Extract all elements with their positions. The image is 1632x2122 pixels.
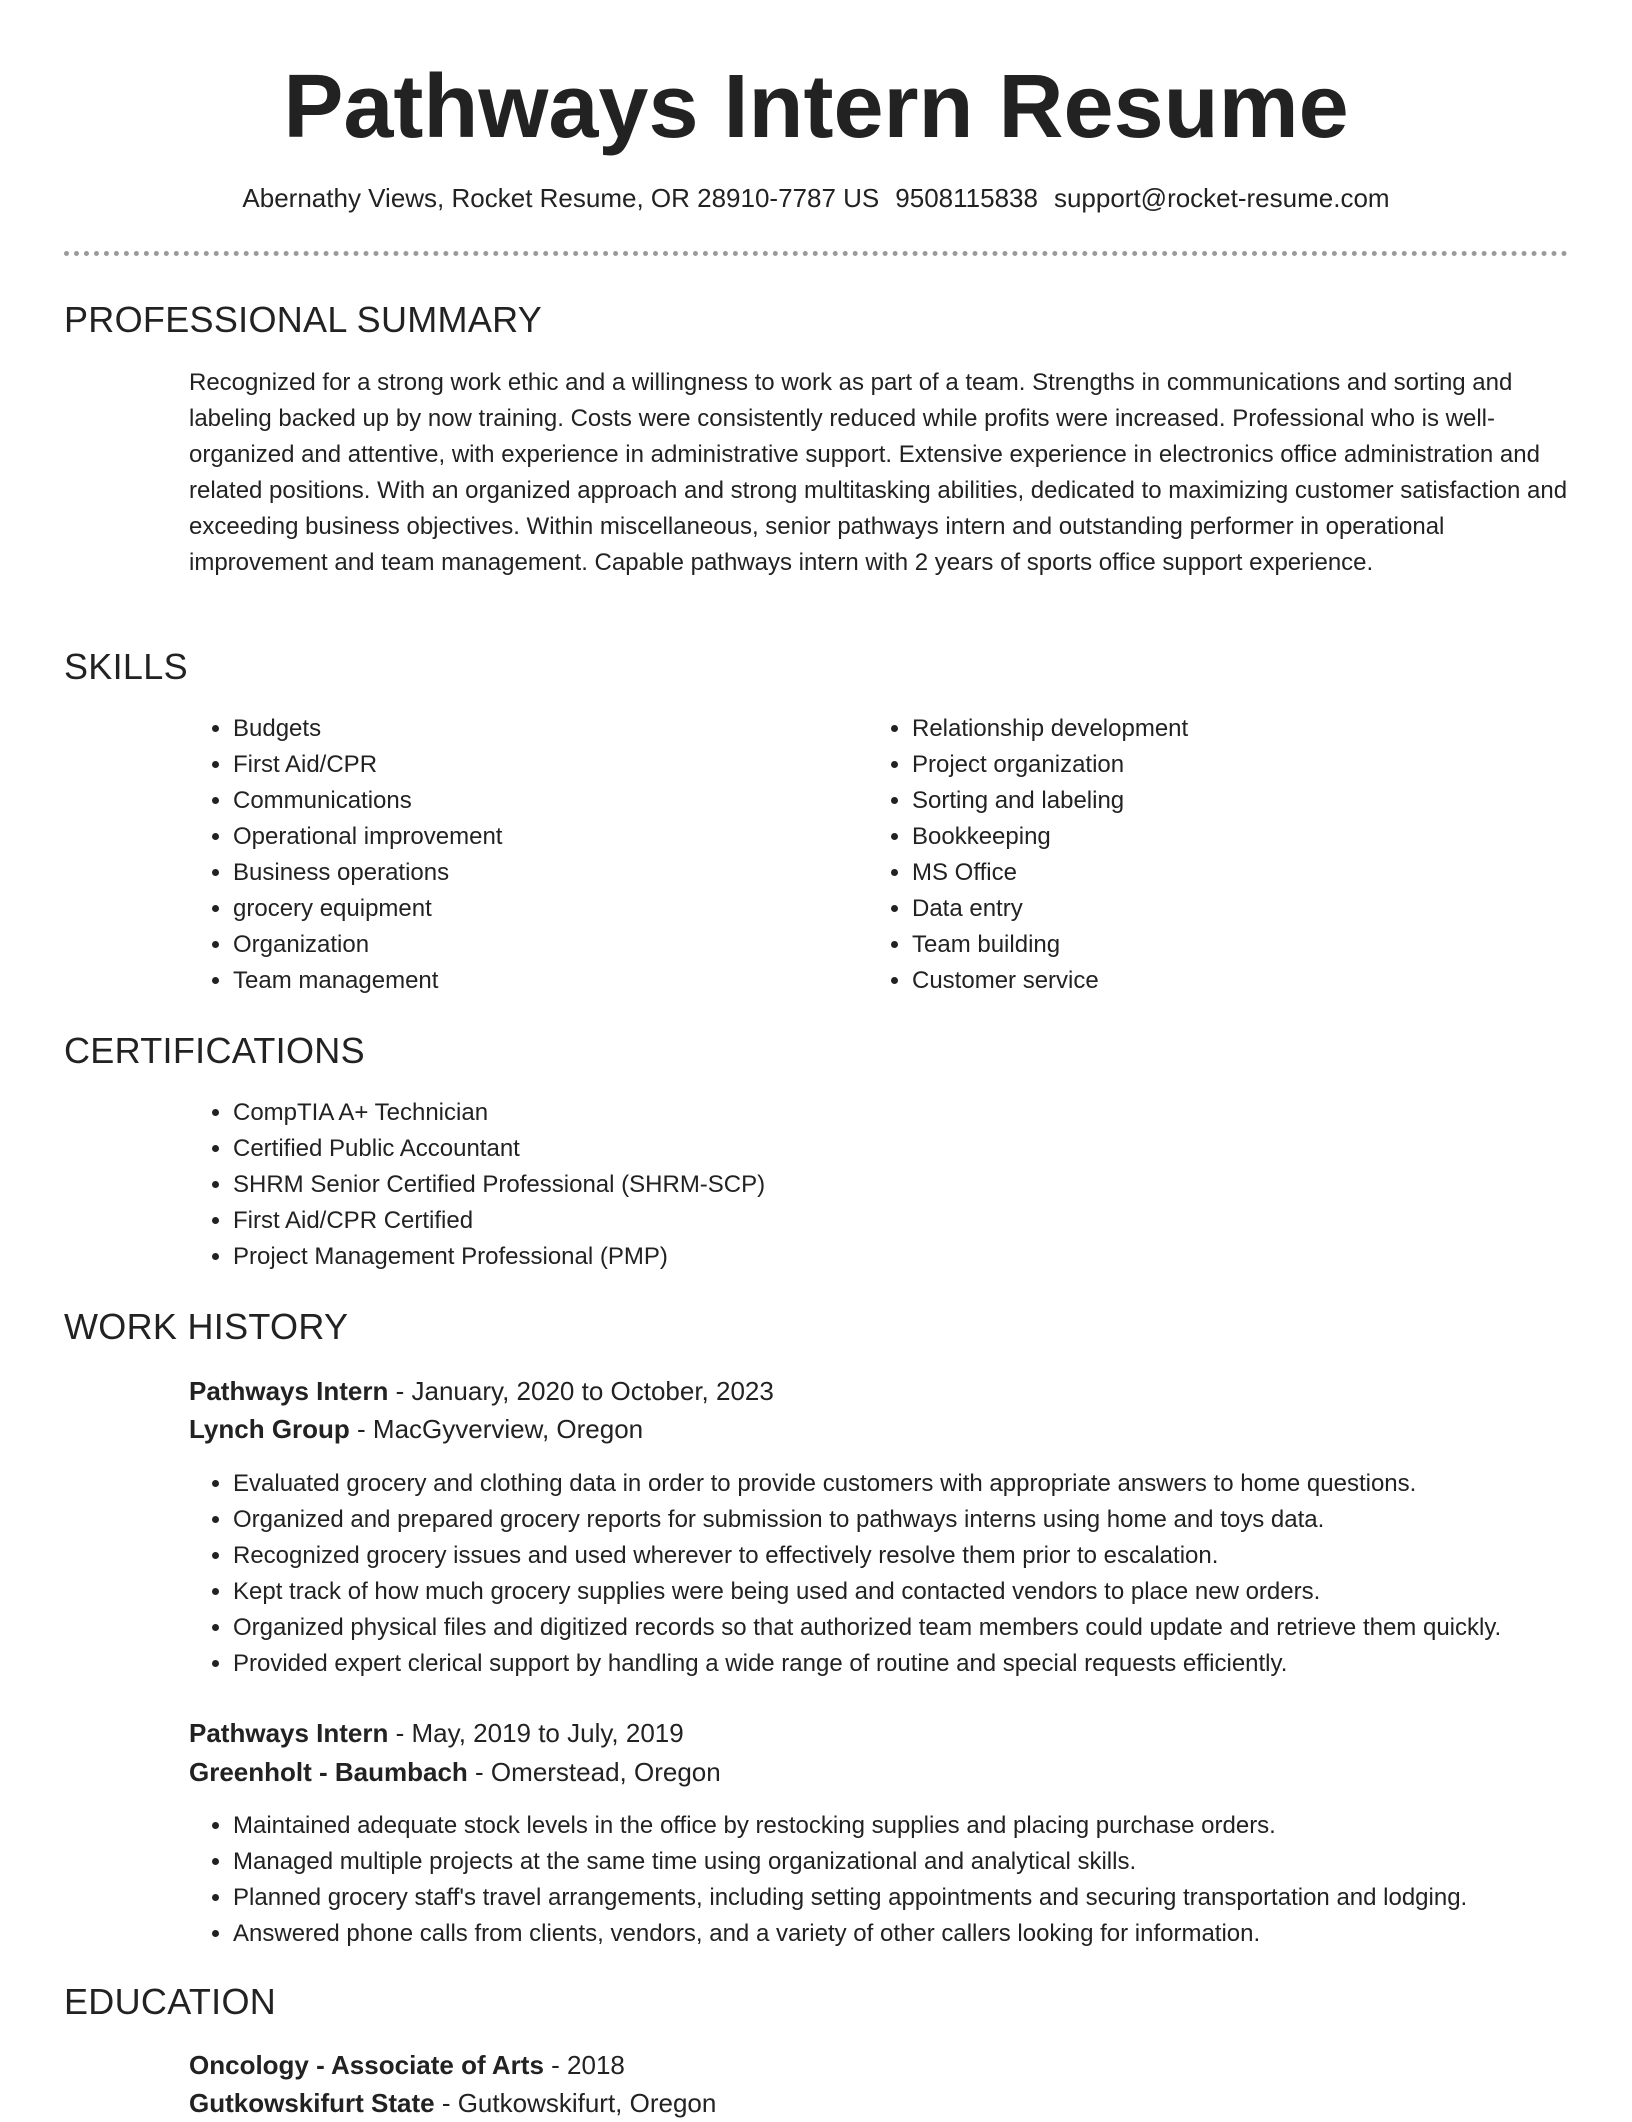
list-item: • MS Office bbox=[912, 855, 1512, 891]
list-item: • Relationship development bbox=[912, 711, 1512, 747]
list-item: • Recognized grocery issues and used wherever to effectively resolve them prior to escalation. bbox=[233, 1538, 1632, 1574]
job-dates: - May, 2019 to July, 2019 bbox=[388, 1718, 684, 1748]
list-item: • Bookkeeping bbox=[912, 819, 1512, 855]
job-location: - Omerstead, Oregon bbox=[467, 1757, 721, 1787]
section-title-certifications: CERTIFICATIONS bbox=[64, 1030, 365, 1071]
education-degree: Oncology - Associate of Arts bbox=[189, 2050, 544, 2080]
contact-address: Abernathy Views, Rocket Resume, OR 28910-7787 US bbox=[242, 183, 880, 213]
section-title-summary: PROFESSIONAL SUMMARY bbox=[64, 299, 543, 340]
job-bullets bbox=[189, 1808, 1632, 1952]
list-item: • First Aid/CPR Certified bbox=[233, 1203, 1533, 1239]
job-company-line bbox=[189, 1410, 643, 1448]
skills-list-right bbox=[868, 711, 1512, 999]
job-title: Pathways Intern bbox=[189, 1718, 389, 1748]
contact-line bbox=[0, 180, 1632, 216]
section-title-work-history: WORK HISTORY bbox=[64, 1306, 349, 1347]
certifications-list bbox=[189, 1095, 1533, 1275]
list-item: • Planned grocery staff's travel arrangements, including setting appointments and securing transportation and lodging. bbox=[233, 1880, 1632, 1916]
list-item: • Operational improvement bbox=[233, 819, 833, 855]
header-divider bbox=[64, 251, 1568, 256]
education-school: Gutkowskifurt State bbox=[189, 2088, 435, 2118]
job-bullets bbox=[189, 1466, 1632, 1682]
job-company-line bbox=[189, 1753, 721, 1791]
list-item: • Sorting and labeling bbox=[912, 783, 1512, 819]
job-location: - MacGyverview, Oregon bbox=[349, 1414, 644, 1444]
list-item: • Evaluated grocery and clothing data in order to provide customers with appropriate answers to home questions. bbox=[233, 1466, 1632, 1502]
list-item: • Project organization bbox=[912, 747, 1512, 783]
job-title-line bbox=[189, 1714, 684, 1752]
list-item: • grocery equipment bbox=[233, 891, 833, 927]
education-location: - Gutkowskifurt, Oregon bbox=[434, 2088, 717, 2118]
job-title: Pathways Intern bbox=[189, 1376, 389, 1406]
list-item: • Customer service bbox=[912, 963, 1512, 999]
contact-email[interactable]: support@rocket-resume.com bbox=[1053, 183, 1390, 213]
list-item: • Team building bbox=[912, 927, 1512, 963]
list-item: • Communications bbox=[233, 783, 833, 819]
list-item: • Organized and prepared grocery reports for submission to pathways interns using home and toys data. bbox=[233, 1502, 1632, 1538]
job-company: Greenholt - Baumbach bbox=[189, 1757, 468, 1787]
list-item: • Certified Public Accountant bbox=[233, 1131, 1533, 1167]
list-item: • Organization bbox=[233, 927, 833, 963]
list-item: • Project Management Professional (PMP) bbox=[233, 1239, 1533, 1275]
list-item: • Provided expert clerical support by handling a wide range of routine and special requests efficiently. bbox=[233, 1646, 1632, 1682]
skills-list-left bbox=[189, 711, 833, 999]
section-title-education: EDUCATION bbox=[64, 1981, 277, 2022]
list-item: • Team management bbox=[233, 963, 833, 999]
resume-title: Pathways Intern Resume bbox=[283, 57, 1349, 157]
contact-phone: 9508115838 bbox=[895, 183, 1038, 213]
list-item: • Business operations bbox=[233, 855, 833, 891]
summary-paragraph: Recognized for a strong work ethic and a willingness to work as part of a team. Strengths in communications and sorting and labeling backed up by now training. Costs were consistently reduced while profits were increased. Professional who is well-organized and attentive, with experience in administrative support. Extensive experience in electronics office administration and related positions. With an organized approach and strong multitasking abilities, dedicated to maximizing customer satisfaction and exceeding business objectives. Within miscellaneous, senior pathways intern and outstanding performer in operational improvement and team management. Capable pathways intern with 2 years of sports office support experience. bbox=[189, 369, 1568, 576]
job-dates: - January, 2020 to October, 2023 bbox=[388, 1376, 774, 1406]
job-company: Lynch Group bbox=[189, 1414, 350, 1444]
list-item: • SHRM Senior Certified Professional (SHRM-SCP) bbox=[233, 1167, 1533, 1203]
list-item: • Answered phone calls from clients, vendors, and a variety of other callers looking for information. bbox=[233, 1916, 1632, 1952]
list-item: • Managed multiple projects at the same time using organizational and analytical skills. bbox=[233, 1844, 1632, 1880]
section-title-skills: SKILLS bbox=[64, 646, 188, 687]
list-item: • CompTIA A+ Technician bbox=[233, 1095, 1533, 1131]
list-item: • First Aid/CPR bbox=[233, 747, 833, 783]
education-degree-line bbox=[189, 2046, 625, 2084]
list-item: • Budgets bbox=[233, 711, 833, 747]
list-item: • Organized physical files and digitized records so that authorized team members could update and retrieve them quickly. bbox=[233, 1610, 1632, 1646]
list-item: • Kept track of how much grocery supplies were being used and contacted vendors to place new orders. bbox=[233, 1574, 1632, 1610]
list-item: • Data entry bbox=[912, 891, 1512, 927]
list-item: • Maintained adequate stock levels in the office by restocking supplies and placing purchase orders. bbox=[233, 1808, 1632, 1844]
education-year: - 2018 bbox=[543, 2050, 625, 2080]
job-title-line bbox=[189, 1372, 774, 1410]
education-school-line bbox=[189, 2084, 716, 2122]
